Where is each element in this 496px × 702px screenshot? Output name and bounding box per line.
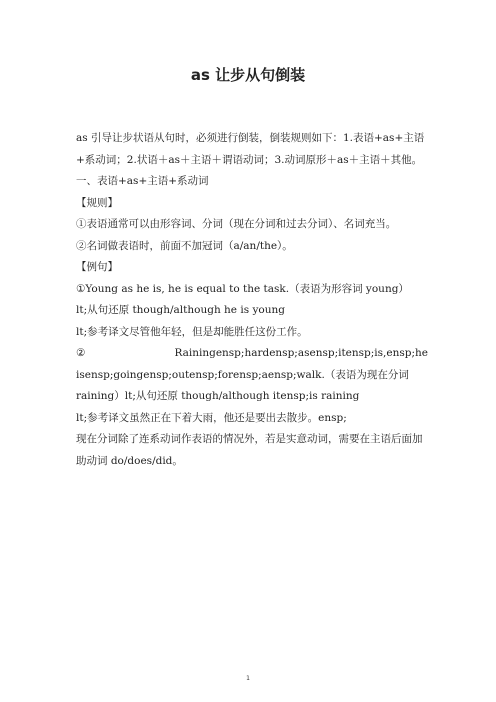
intro-paragraph: as 引导让步状语从句时，必须进行倒装，倒装规则如下：1.表语+as+主语+系动词；2.状语＋as＋主语＋谓语动词；3.动词原形＋as＋主语＋其他。: [76, 132, 425, 166]
document-body: [76, 128, 428, 472]
example-2-marker: ②: [76, 347, 86, 359]
page-number: 1: [246, 675, 250, 682]
example-2-translation: lt;参考译文虽然正在下着大雨，他还是要出去散步。ensp;: [76, 411, 347, 424]
section-heading: 一、表语+as+主语+系动词: [76, 175, 209, 187]
rules-heading: 【规则】: [76, 196, 118, 209]
example-2-continuation: isensp;goingensp;outensp;forensp;aensp;walk.（表语为现在分词 raining）lt;从句还原 though/although itensp;is raining: [76, 368, 409, 402]
rule-item: ②名词做表语时，前面不加冠词（a/an/the）。: [76, 239, 293, 252]
example-translation: lt;参考译文尽管他年轻，但是却能胜任这份工作。: [76, 325, 308, 338]
example-restore: lt;从句还原 though/although he is young: [76, 304, 285, 316]
examples-heading: 【例句】: [76, 261, 118, 273]
example-2-sentence: Rainingensp;hardensp;asensp;itensp;is,ensp;he: [174, 347, 428, 359]
example-2-line: [76, 343, 428, 365]
example-sentence: ①Young as he is, he is equal to the task.（表语为形容词 young）: [76, 282, 409, 295]
note-paragraph: 现在分词除了连系动词作表语的情况外，若是实意动词，需要在主语后面加助动词 do/does/did。: [76, 433, 423, 467]
rule-item: ①表语通常可以由形容词、分词（现在分词和过去分词）、名词充当。: [76, 218, 397, 230]
document-title: as 让步从句倒装: [190, 66, 306, 84]
